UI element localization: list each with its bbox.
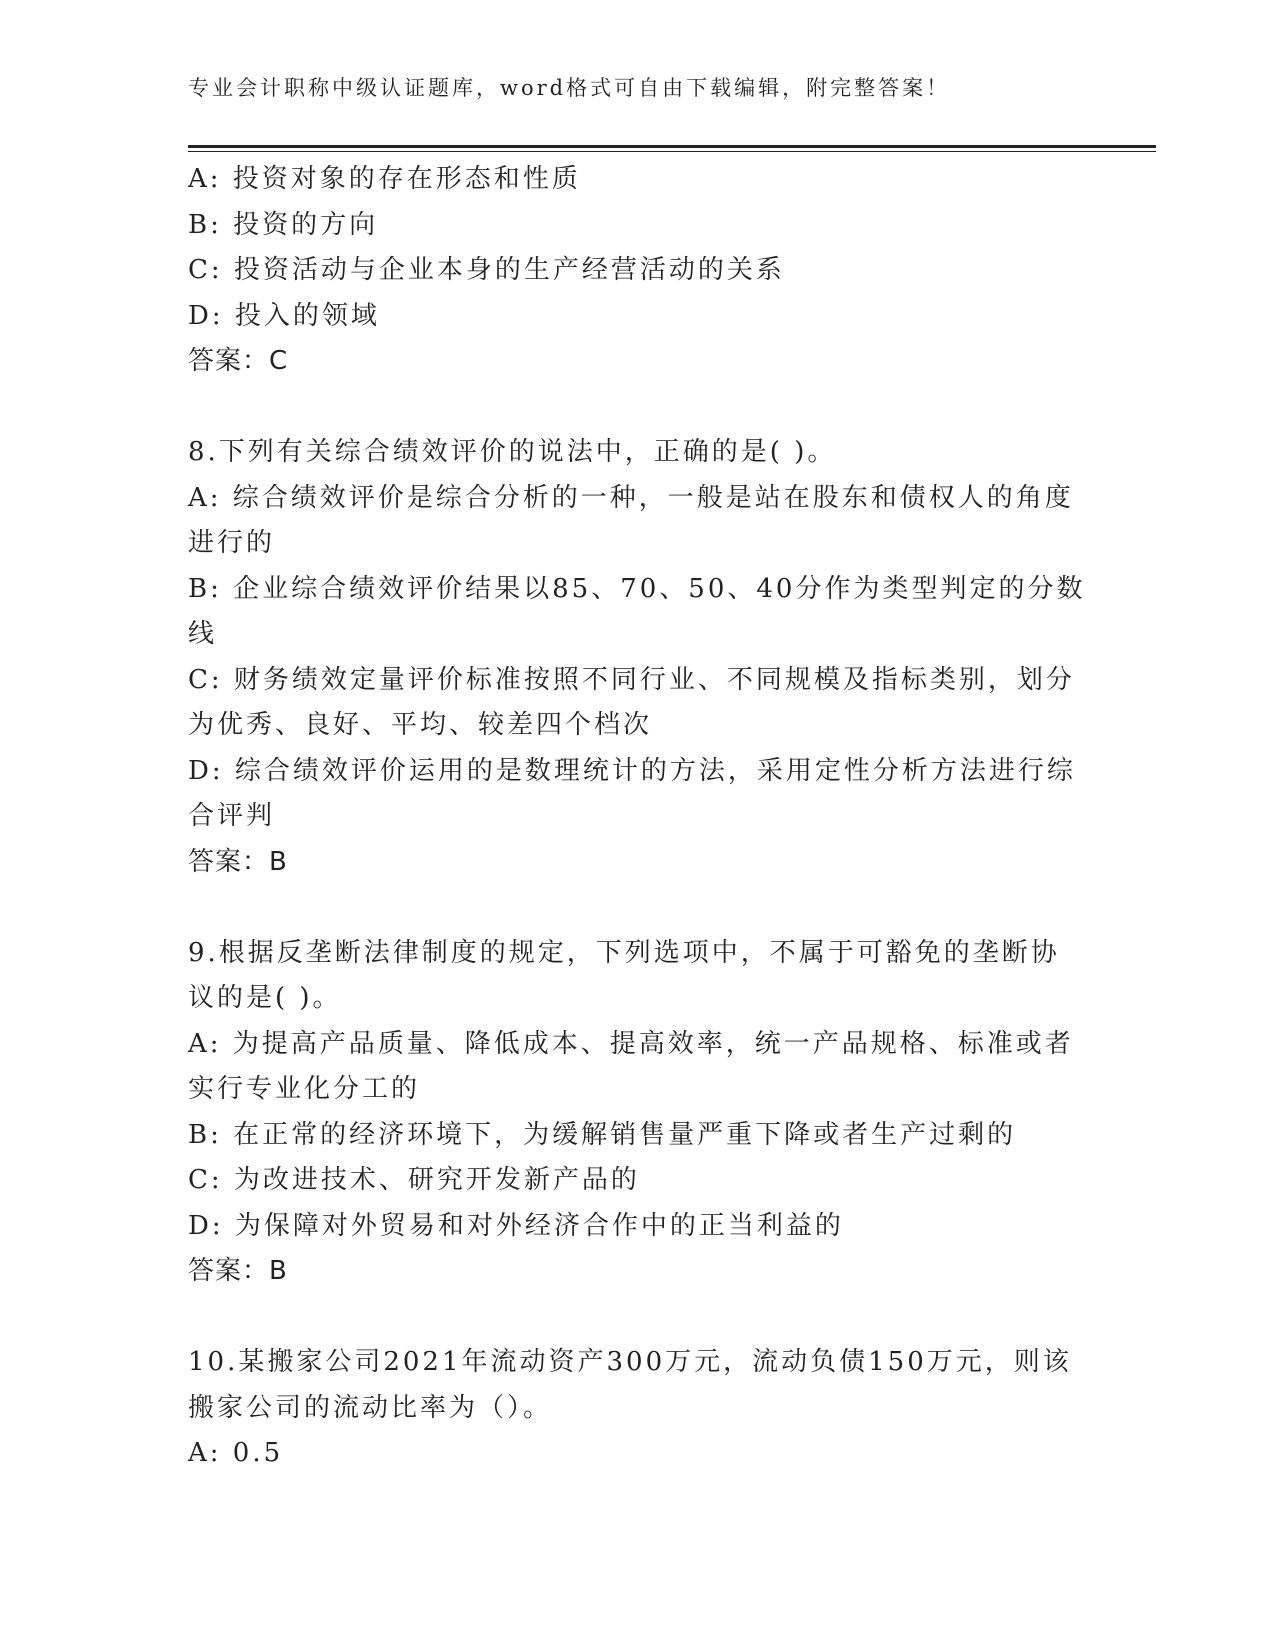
question-stem-cont: 议的是( )。 [188,983,342,1013]
option-d: D: 投入的领域 [188,300,380,331]
spacer [188,1295,1088,1341]
header-rule-thin [188,151,1156,152]
question-8 [188,430,1088,885]
option-d-cont: 合评判 [188,801,276,831]
question-stem: 9.根据反垄断法律制度的规定，下列选项中，不属于可豁免的垄断协 [188,937,1060,968]
option-a: A: 投资对象的存在形态和性质 [188,164,581,194]
header-rule-thick [188,145,1156,148]
option-a-cont: 进行的 [188,528,276,558]
option-a-cont: 实行专业化分工的 [188,1074,421,1104]
option-c: C: 财务绩效定量评价标准按照不同行业、不同规模及指标类别，划分 [188,664,1075,695]
question-stem: 10.某搬家公司2021年流动资产300万元，流动负债150万元，则该 [188,1347,1072,1377]
question-10 [188,1340,1088,1477]
option-b-cont: 线 [188,619,218,649]
option-d: D: 为保障对外贸易和对外经济合作中的正当利益的 [188,1210,844,1241]
spacer [188,385,1088,431]
option-b: B: 在正常的经济环境下，为缓解销售量严重下降或者生产过剩的 [188,1119,1017,1150]
spacer [188,885,1088,931]
option-b: B: 企业综合绩效评价结果以85、70、50、40分作为类型判定的分数 [188,573,1086,604]
answer: 答案：C [188,346,289,376]
page-header: 专业会计职称中级认证题库，word格式可自由下载编辑，附完整答案！ [188,76,951,100]
option-d: D: 综合绩效评价运用的是数理统计的方法，采用定性分析方法进行综 [188,755,1076,786]
option-c: C: 为改进技术、研究开发新产品的 [188,1165,640,1195]
question-9 [188,931,1088,1295]
answer: 答案：B [188,846,288,877]
option-c-cont: 为优秀、良好、平均、较差四个档次 [188,710,653,740]
question-stem-cont: 搬家公司的流动比率为（）。 [188,1392,553,1423]
option-a: A: 综合绩效评价是综合分析的一种，一般是站在股东和债权人的角度 [188,482,1074,513]
answer: 答案：B [188,1256,288,1286]
option-b: B: 投资的方向 [188,209,379,240]
question-content [188,157,1088,1477]
option-a: A: 为提高产品质量、降低成本、提高效率，统一产品规格、标准或者 [188,1028,1074,1059]
question-7 [188,157,1088,385]
question-stem: 8.下列有关综合绩效评价的说法中，正确的是( )。 [188,437,837,467]
option-a: A: 0.5 [188,1438,284,1468]
option-c: C: 投资活动与企业本身的生产经营活动的关系 [188,255,785,285]
